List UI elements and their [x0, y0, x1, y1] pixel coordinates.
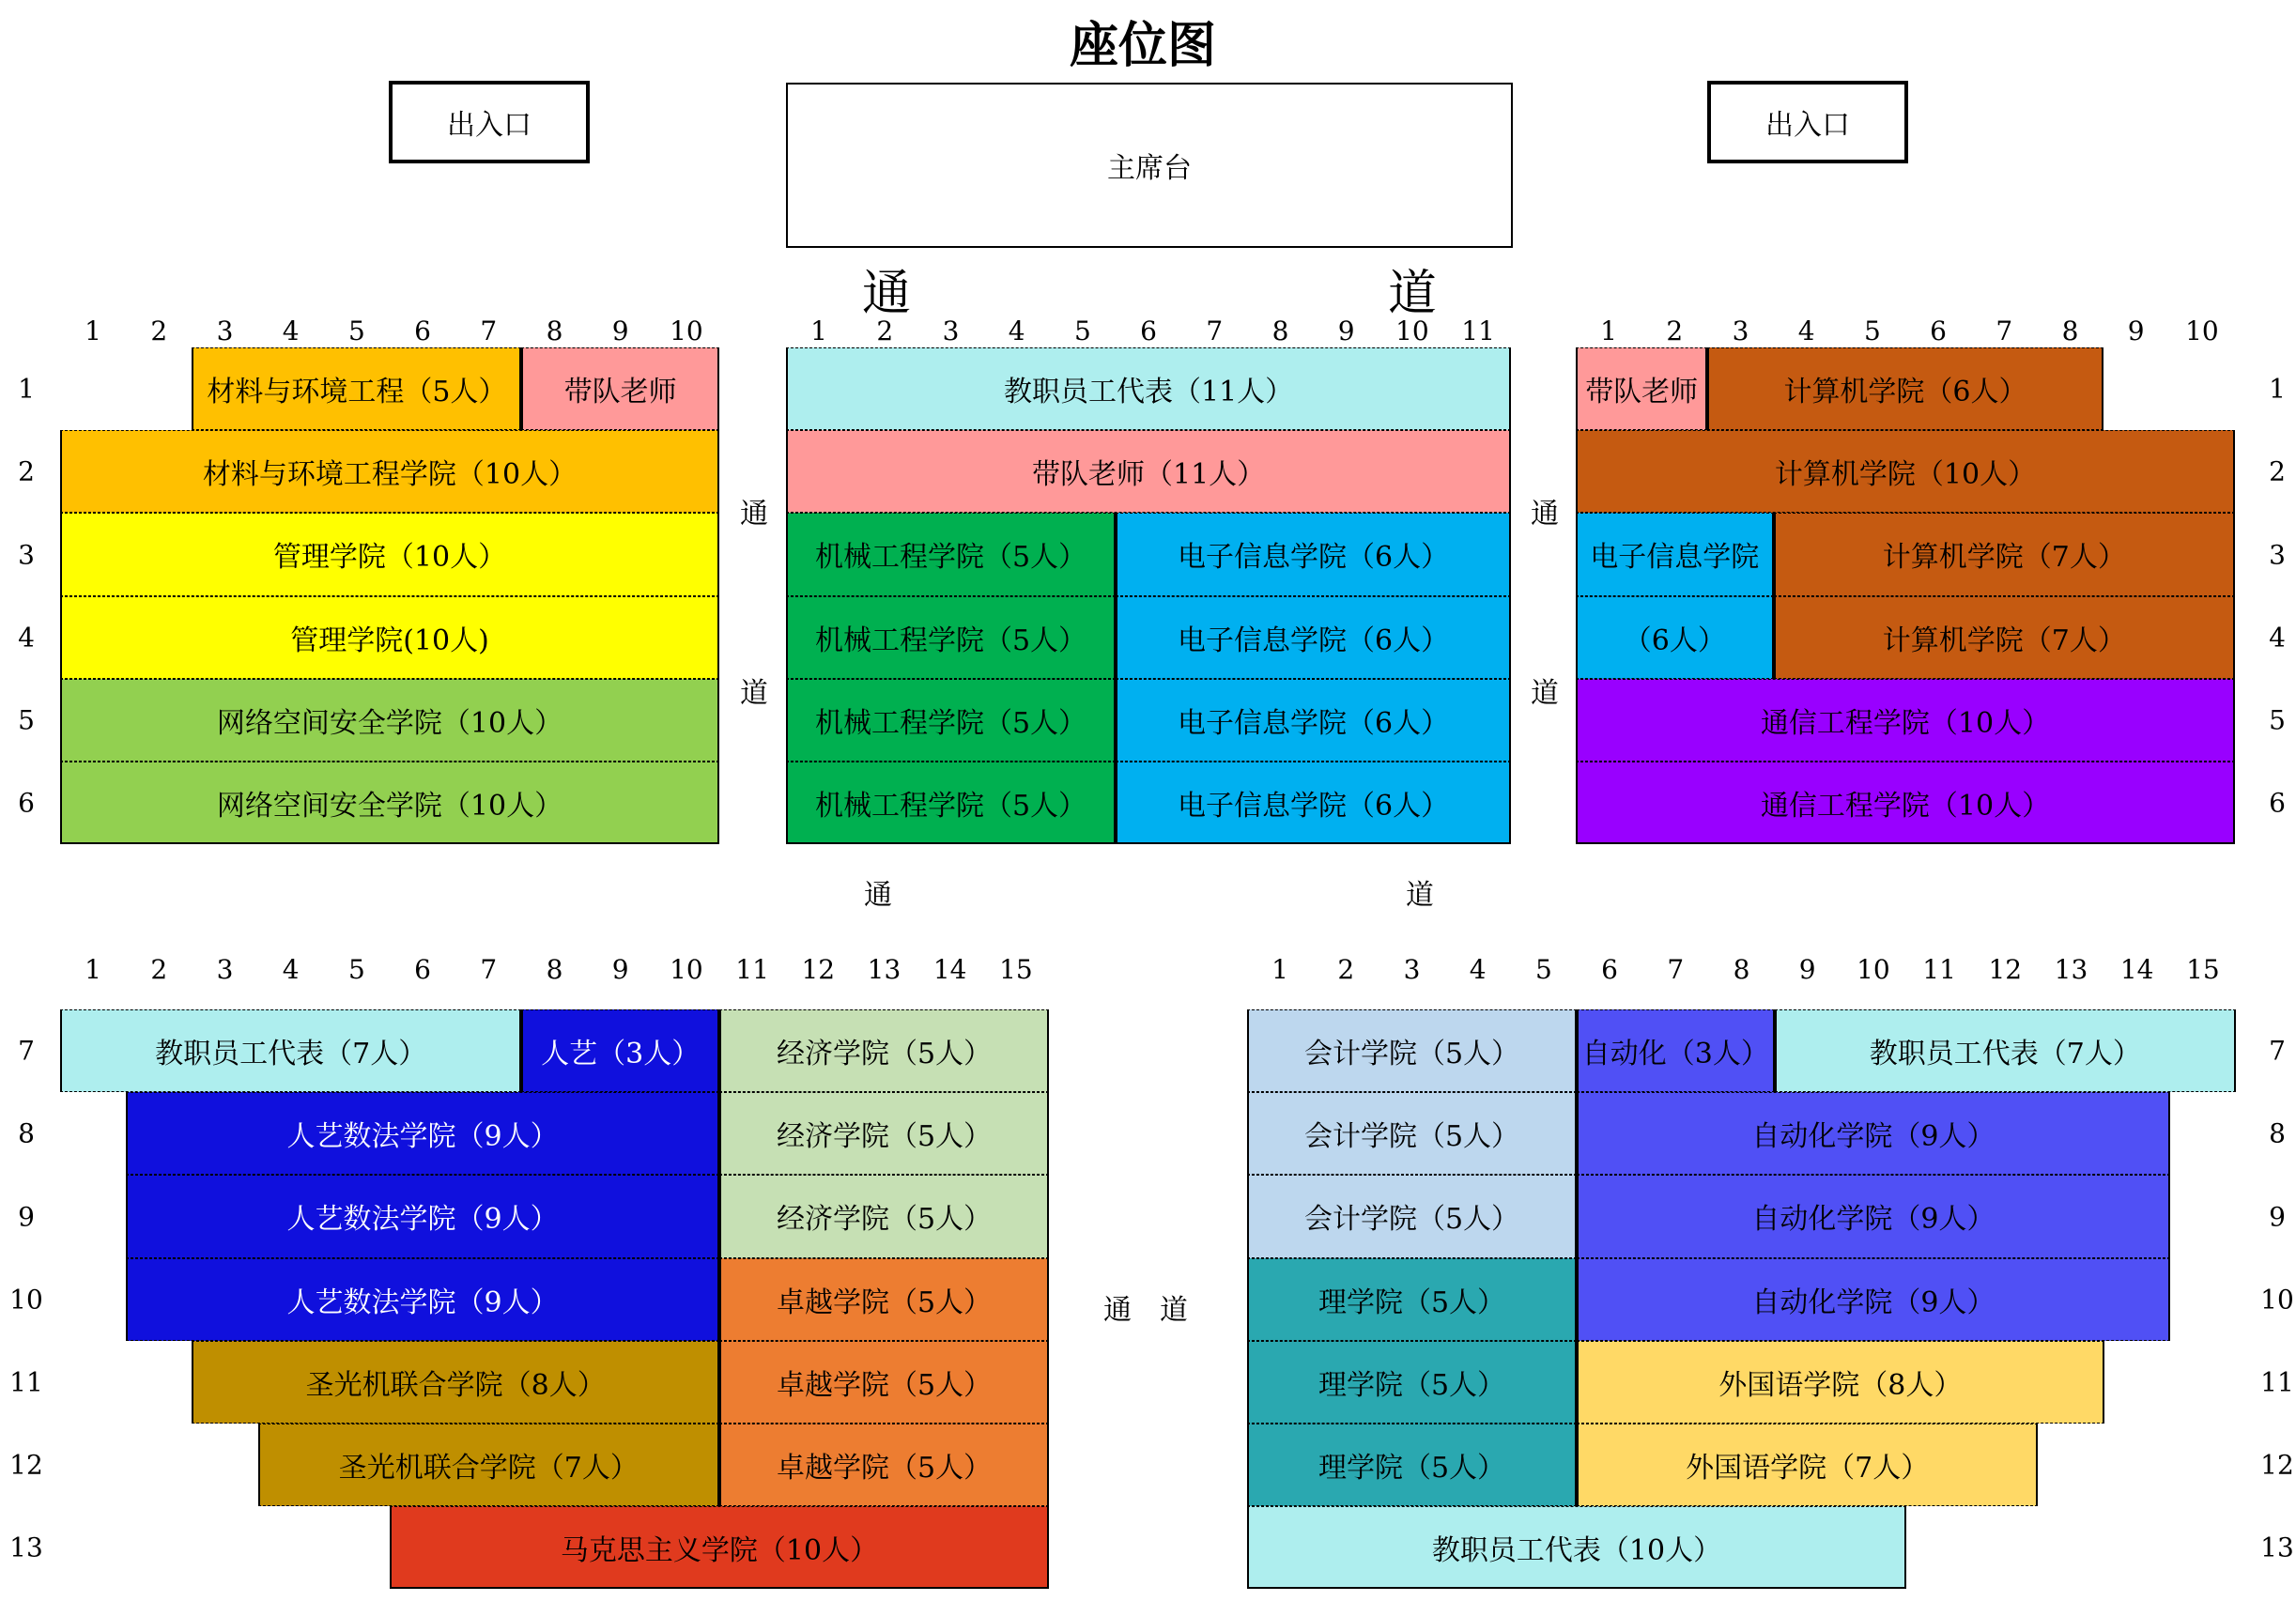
column-number: 2	[150, 316, 168, 346]
seat-block-bl-8: 卓越学院（5人）	[719, 1258, 1049, 1341]
column-number: 7	[1996, 316, 2013, 346]
seat-block-tl-5: 网络空间安全学院（10人）	[60, 679, 719, 762]
column-number: 14	[2119, 954, 2154, 985]
column-number: 8	[1733, 954, 1750, 985]
entrance-right: 出入口	[1707, 81, 1908, 163]
seat-block-tr-2: 计算机学院（10人）	[1576, 430, 2235, 513]
column-number: 6	[414, 954, 431, 985]
seat-block-bl-3: 人艺数法学院（9人）	[126, 1092, 719, 1175]
seat-block-br-3: 会计学院（5人）	[1247, 1092, 1577, 1175]
column-number: 8	[2061, 316, 2079, 346]
seat-block-bl-2: 经济学院（5人）	[719, 1009, 1049, 1092]
podium: 主席台	[786, 83, 1513, 248]
column-number: 7	[1206, 316, 1224, 346]
seat-block-br-0: 会计学院（5人）	[1247, 1009, 1577, 1092]
row-number: 10	[9, 1284, 43, 1316]
seat-block-tr-8: 通信工程学院（10人）	[1576, 762, 2235, 844]
column-number: 1	[85, 954, 101, 985]
seat-block-bl-10: 卓越学院（5人）	[719, 1341, 1049, 1424]
seat-block-tr-3: 电子信息学院	[1576, 513, 1774, 595]
column-number: 9	[611, 316, 629, 346]
seat-block-br-8: 自动化学院（9人）	[1577, 1258, 2170, 1341]
seat-block-br-4: 自动化学院（9人）	[1577, 1092, 2170, 1175]
column-number: 2	[1337, 954, 1355, 985]
column-number: 8	[546, 954, 563, 985]
row-number: 8	[18, 1117, 35, 1149]
row-number: 3	[2269, 539, 2286, 570]
seat-block-tc-6: 机械工程学院（5人）	[786, 679, 1116, 762]
column-number: 7	[480, 954, 498, 985]
column-number: 7	[480, 316, 498, 346]
seat-block-bl-12: 卓越学院（5人）	[719, 1424, 1049, 1506]
seat-block-bl-7: 人艺数法学院（9人）	[126, 1258, 719, 1341]
column-number: 1	[810, 316, 827, 346]
seat-block-bl-13: 马克思主义学院（10人）	[390, 1506, 1049, 1589]
seat-block-tl-6: 网络空间安全学院（10人）	[60, 762, 719, 844]
column-number: 9	[1798, 954, 1816, 985]
entrance-left: 出入口	[389, 81, 590, 163]
column-number: 15	[2186, 954, 2220, 985]
column-number: 11	[1461, 316, 1495, 346]
row-number: 4	[2269, 622, 2286, 654]
column-number: 10	[670, 316, 703, 346]
seat-block-tc-9: 电子信息学院（6人）	[1116, 762, 1511, 844]
column-number: 5	[1863, 316, 1881, 346]
seat-block-br-1: 自动化（3人）	[1577, 1009, 1775, 1092]
column-number: 3	[1732, 316, 1749, 346]
seat-block-br-13: 教职员工代表（10人）	[1247, 1506, 1906, 1589]
row-number: 11	[2260, 1366, 2294, 1398]
row-number: 3	[18, 539, 35, 570]
column-number: 6	[1601, 954, 1618, 985]
row-number: 1	[18, 373, 35, 405]
row-number: 12	[2260, 1449, 2294, 1481]
seat-block-tc-1: 带队老师（11人）	[786, 430, 1511, 513]
column-number: 8	[1271, 316, 1289, 346]
column-number: 5	[347, 316, 365, 346]
seat-block-bl-0: 教职员工代表（7人）	[60, 1009, 521, 1092]
column-number: 4	[282, 316, 300, 346]
seat-block-br-12: 外国语学院（7人）	[1577, 1424, 2038, 1506]
seat-block-bl-5: 人艺数法学院（9人）	[126, 1175, 719, 1257]
seat-block-tr-0: 带队老师	[1576, 347, 1707, 430]
column-number: 2	[876, 316, 894, 346]
row-number: 10	[2260, 1284, 2294, 1316]
row-number: 7	[2269, 1035, 2286, 1067]
seat-block-br-11: 理学院（5人）	[1247, 1424, 1577, 1506]
seat-block-tl-3: 管理学院（10人）	[60, 513, 719, 595]
seat-block-bl-11: 圣光机联合学院（7人）	[258, 1424, 719, 1506]
seat-block-tc-7: 电子信息学院（6人）	[1116, 679, 1511, 762]
column-number: 4	[1008, 316, 1025, 346]
seat-block-bl-9: 圣光机联合学院（8人）	[192, 1341, 719, 1424]
column-number: 1	[1271, 954, 1288, 985]
column-number: 6	[1140, 316, 1157, 346]
row-number: 11	[9, 1366, 43, 1398]
column-number: 3	[1403, 954, 1421, 985]
row-number: 9	[18, 1201, 35, 1232]
column-number: 11	[1922, 954, 1956, 985]
row-number: 7	[18, 1035, 35, 1067]
seat-block-tl-4: 管理学院(10人)	[60, 596, 719, 679]
row-number: 8	[2269, 1117, 2286, 1149]
seat-block-tc-3: 电子信息学院（6人）	[1116, 513, 1511, 595]
column-number: 4	[1797, 316, 1815, 346]
column-number: 12	[1988, 954, 2023, 985]
seat-block-tc-2: 机械工程学院（5人）	[786, 513, 1116, 595]
column-number: 11	[735, 954, 769, 985]
column-number: 6	[1930, 316, 1947, 346]
seat-block-bl-1: 人艺（3人）	[521, 1009, 719, 1092]
column-number: 10	[2185, 316, 2219, 346]
seat-block-tr-1: 计算机学院（6人）	[1707, 347, 2103, 430]
column-number: 8	[546, 316, 563, 346]
seat-block-tc-8: 机械工程学院（5人）	[786, 762, 1116, 844]
column-number: 6	[414, 316, 431, 346]
column-number: 2	[1666, 316, 1684, 346]
row-number: 13	[9, 1532, 43, 1563]
aisle-label-right-lower: 道	[1531, 677, 1559, 710]
row-number: 6	[2269, 787, 2286, 819]
column-number: 1	[1600, 316, 1617, 346]
row-number: 12	[9, 1449, 43, 1481]
column-number: 3	[216, 954, 234, 985]
column-number: 7	[1667, 954, 1685, 985]
column-number: 1	[85, 316, 101, 346]
row-number: 1	[2269, 373, 2286, 405]
column-number: 10	[1395, 316, 1429, 346]
column-number: 3	[942, 316, 960, 346]
column-number: 4	[1469, 954, 1487, 985]
seat-block-bl-4: 经济学院（5人）	[719, 1092, 1049, 1175]
column-number: 9	[1337, 316, 1355, 346]
seat-block-tl-2: 材料与环境工程学院（10人）	[60, 430, 719, 513]
column-number: 12	[801, 954, 836, 985]
row-number: 13	[2260, 1532, 2294, 1563]
column-number: 5	[347, 954, 365, 985]
column-number: 13	[2054, 954, 2088, 985]
seat-block-tr-7: 通信工程学院（10人）	[1576, 679, 2235, 762]
seat-block-br-10: 外国语学院（8人）	[1577, 1341, 2104, 1424]
seat-block-tr-4: （6人）	[1576, 596, 1774, 679]
row-number: 5	[18, 704, 35, 736]
seat-block-tl-0: 材料与环境工程（5人）	[192, 347, 521, 430]
column-number: 10	[1857, 954, 1890, 985]
seat-block-br-9: 理学院（5人）	[1247, 1341, 1577, 1424]
column-number: 9	[611, 954, 629, 985]
aisle-label-right-upper: 通	[1531, 498, 1559, 531]
seat-block-tr-6: 计算机学院（7人）	[1774, 596, 2235, 679]
column-number: 9	[2127, 316, 2145, 346]
column-number: 5	[1534, 954, 1552, 985]
aisle-label-top-right: 道	[1388, 266, 1438, 322]
column-number: 13	[867, 954, 901, 985]
aisle-label-left-lower: 道	[740, 677, 768, 710]
row-number: 4	[18, 622, 35, 654]
column-number: 4	[282, 954, 300, 985]
seat-block-br-6: 自动化学院（9人）	[1577, 1175, 2170, 1257]
seat-block-br-7: 理学院（5人）	[1247, 1258, 1577, 1341]
seat-block-tc-0: 教职员工代表（11人）	[786, 347, 1511, 430]
row-number: 5	[2269, 704, 2286, 736]
column-number: 3	[216, 316, 234, 346]
column-number: 10	[670, 954, 703, 985]
aisle-label-top-left: 通	[862, 266, 912, 322]
seat-block-br-2: 教职员工代表（7人）	[1775, 1009, 2236, 1092]
column-number: 2	[150, 954, 168, 985]
seat-block-tl-1: 带队老师	[521, 347, 719, 430]
row-number: 2	[2269, 455, 2286, 487]
seat-block-tc-4: 机械工程学院（5人）	[786, 596, 1116, 679]
aisle-label-bottom-center: 通 道	[1103, 1294, 1188, 1327]
aisle-label-left-upper: 通	[740, 498, 768, 531]
column-number: 5	[1073, 316, 1091, 346]
row-number: 6	[18, 787, 35, 819]
row-number: 9	[2269, 1201, 2286, 1232]
row-number: 2	[18, 455, 35, 487]
page-title: 座位图	[1069, 17, 1216, 74]
aisle-label-middle-left: 通	[864, 879, 892, 912]
seat-block-tr-5: 计算机学院（7人）	[1774, 513, 2235, 595]
seat-block-br-5: 会计学院（5人）	[1247, 1175, 1577, 1257]
column-number: 15	[999, 954, 1033, 985]
column-number: 14	[932, 954, 967, 985]
seat-block-tc-5: 电子信息学院（6人）	[1116, 596, 1511, 679]
seat-block-bl-6: 经济学院（5人）	[719, 1175, 1049, 1257]
aisle-label-middle-right: 道	[1406, 879, 1434, 912]
